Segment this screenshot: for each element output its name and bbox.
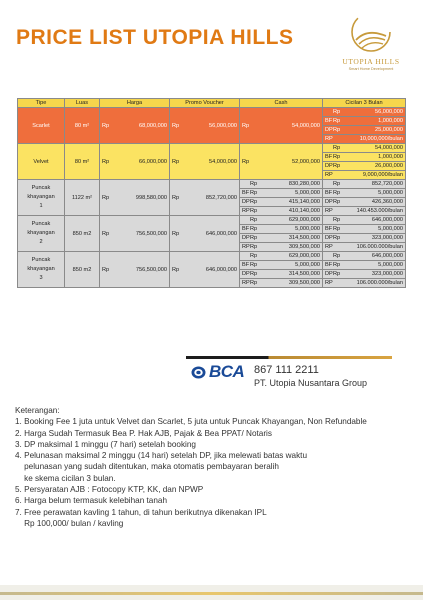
sub-entry xyxy=(325,279,403,287)
notes-section xyxy=(15,405,367,529)
cell-cash-sub xyxy=(240,207,323,216)
entry-label: BF xyxy=(325,226,333,232)
sub-entry xyxy=(325,135,403,143)
sub-entry xyxy=(325,189,403,197)
price-table xyxy=(17,98,406,288)
amount: 106.000.000/bulan xyxy=(356,280,403,286)
amount: 5,000,000 xyxy=(378,190,403,196)
cell-cicilan-sub xyxy=(323,135,406,144)
cell-cash-sub xyxy=(240,189,323,198)
cell-promo xyxy=(170,252,240,288)
note-line: 4. Pelunasan maksimal 2 minggu (14 hari) setelah DP, jika melewati batas waktu xyxy=(15,451,308,461)
table-row xyxy=(18,180,406,189)
entry-label: DP xyxy=(325,163,333,169)
table-row xyxy=(18,144,406,153)
cell-cash-sub xyxy=(240,270,323,279)
entry-label: DP xyxy=(325,271,333,277)
sub-entry xyxy=(325,153,403,161)
amount: 1,000,000 xyxy=(378,154,403,160)
currency-label: Rp xyxy=(250,271,258,277)
tipe-line: khayangan xyxy=(27,266,55,272)
currency-label: Rp xyxy=(242,158,250,165)
tipe-line: 2 xyxy=(39,239,43,245)
amount: 5,000,000 xyxy=(295,190,320,196)
currency-label: Rp xyxy=(333,145,341,151)
cell-cash xyxy=(240,144,323,180)
cell-cash-sub xyxy=(240,198,323,207)
cell-cicilan-sub xyxy=(323,117,406,126)
currency-label: Rp xyxy=(172,122,180,129)
cell-tipe xyxy=(18,144,65,180)
sub-entry xyxy=(325,261,403,269)
sub-entry xyxy=(242,279,320,287)
sub-entry xyxy=(325,162,403,170)
amount: 309,500,000 xyxy=(288,244,320,250)
currency-label: Rp xyxy=(102,230,110,237)
cell-cicilan-sub xyxy=(323,252,406,261)
amount: 56,000,000 xyxy=(375,109,403,115)
sub-entry xyxy=(325,270,403,278)
note-line: pelunasan yang sudah ditentukan, maka otomatis pembayaran beralih xyxy=(15,462,279,472)
sub-entry xyxy=(242,189,320,197)
entry-label: RP xyxy=(325,172,333,178)
cell-cicilan-sub xyxy=(323,279,406,288)
amount: 998,580,000 xyxy=(135,194,167,201)
logo-name: UTOPIA HILLS xyxy=(342,57,400,66)
cell-promo xyxy=(170,216,240,252)
amount: 314,500,000 xyxy=(288,271,320,277)
bca-emblem-icon xyxy=(191,366,206,379)
cell-cicilan-sub xyxy=(323,198,406,207)
sub-entry xyxy=(242,207,320,215)
cell-cicilan-sub xyxy=(323,180,406,189)
cell-cash-sub xyxy=(240,180,323,189)
cell-cash-sub xyxy=(240,225,323,234)
sub-entry xyxy=(325,171,403,179)
amount: 426,360,000 xyxy=(371,199,403,205)
note-line: 5. Persyaratan AJB : Fotocopy KTP, KK, dan NPWP xyxy=(15,485,204,495)
table-row xyxy=(18,108,406,117)
amount: 25,000,000 xyxy=(375,127,403,133)
cell-harga xyxy=(100,108,170,144)
tipe-line: 3 xyxy=(39,275,43,281)
currency-label: Rp xyxy=(250,208,258,214)
cell-cash-sub xyxy=(240,252,323,261)
amount: 9,000,000/bulan xyxy=(362,172,403,178)
note-line: 2. Harga Sudah Termasuk Bea P. Hak AJB, Pajak & Bea PPAT/ Notaris xyxy=(15,428,272,438)
entry-label: DP xyxy=(325,127,333,133)
footer-stripe xyxy=(0,592,423,595)
amount: 54,000,000 xyxy=(292,122,320,129)
account-holder: PT. Utopia Nusantara Group xyxy=(254,378,368,388)
sub-entry xyxy=(325,198,403,206)
currency-label: Rp xyxy=(250,253,258,259)
currency-label: Rp xyxy=(172,158,180,165)
amount: 852,720,000 xyxy=(371,181,403,187)
currency-label: Rp xyxy=(333,109,341,115)
sub-entry xyxy=(242,252,320,260)
cell-cicilan-sub xyxy=(323,171,406,180)
entry-label: DP xyxy=(325,235,333,241)
entry-label: BF xyxy=(242,226,250,232)
currency-label: Rp xyxy=(102,122,110,129)
logo-tagline: Smart Home Development xyxy=(348,67,394,71)
entry-label: RP xyxy=(325,136,333,142)
entry-label: DP xyxy=(242,271,250,277)
amount: 309,500,000 xyxy=(288,280,320,286)
currency-label: Rp xyxy=(333,154,341,160)
sub-entry xyxy=(242,261,320,269)
currency-label: Rp xyxy=(102,158,110,165)
currency-label: Rp xyxy=(333,199,341,205)
cell-cicilan-sub xyxy=(323,234,406,243)
tipe-label: Velvet xyxy=(33,158,49,165)
page-title: PRICE LIST UTOPIA HILLS xyxy=(16,26,294,49)
amount: 1,000,000 xyxy=(378,118,403,124)
cell-cicilan-sub xyxy=(323,144,406,153)
sub-entry xyxy=(242,243,320,251)
entry-label: RP xyxy=(242,208,250,214)
sub-entry xyxy=(242,270,320,278)
cell-promo xyxy=(170,108,240,144)
cell-luas: 80 m² xyxy=(65,144,100,180)
table-row xyxy=(18,216,406,225)
cell-harga xyxy=(100,216,170,252)
amount: 756,500,000 xyxy=(135,266,167,273)
note-line: 6. Harga belum termasuk kelebihan tanah xyxy=(15,496,168,506)
sub-entry xyxy=(325,207,403,215)
note-line: 3. DP maksimal 1 minggu (7 hari) setelah booking xyxy=(15,439,196,449)
entry-label: BF xyxy=(325,154,333,160)
header-harga: Harga xyxy=(100,99,170,108)
cell-cicilan-sub xyxy=(323,216,406,225)
amount: 314,500,000 xyxy=(288,235,320,241)
header-luas: Luas xyxy=(65,99,100,108)
cell-tipe xyxy=(18,180,65,216)
entry-label: BF xyxy=(325,118,333,124)
entry-label: RP xyxy=(242,280,250,286)
currency-label: Rp xyxy=(250,280,258,286)
cell-luas: 1122 m² xyxy=(65,180,100,216)
currency-label: Rp xyxy=(333,217,341,223)
amount: 646,000,000 xyxy=(205,266,237,273)
currency-label: Rp xyxy=(250,190,258,196)
cell-cash-sub xyxy=(240,261,323,270)
bank-name: BCA xyxy=(209,362,245,381)
cell-cicilan-sub xyxy=(323,108,406,117)
currency-label: Rp xyxy=(333,190,341,196)
header-tipe: Tipe xyxy=(18,99,65,108)
tipe-line: Puncak xyxy=(31,185,51,191)
amount: 646,000,000 xyxy=(371,217,403,223)
header-promo: Promo Voucher xyxy=(170,99,240,108)
brand-logo xyxy=(336,10,406,82)
entry-label: DP xyxy=(242,235,250,241)
cell-luas: 850 m2 xyxy=(65,216,100,252)
sub-entry xyxy=(325,243,403,251)
amount: 323,000,000 xyxy=(371,235,403,241)
amount: 5,000,000 xyxy=(378,226,403,232)
cell-tipe xyxy=(18,216,65,252)
cell-luas: 850 m2 xyxy=(65,252,100,288)
sub-entry xyxy=(325,108,403,116)
table-row xyxy=(18,252,406,261)
currency-label: Rp xyxy=(333,118,341,124)
amount: 54,000,000 xyxy=(209,158,237,165)
hills-logo-icon xyxy=(349,10,393,56)
currency-label: Rp xyxy=(333,163,341,169)
account-number: 867 111 2211 xyxy=(254,364,319,376)
entry-label: RP xyxy=(325,208,333,214)
cell-cicilan-sub xyxy=(323,270,406,279)
amount: 52,000,000 xyxy=(292,158,320,165)
sub-entry xyxy=(325,252,403,260)
amount: 68,000,000 xyxy=(139,122,167,129)
currency-label: Rp xyxy=(333,181,341,187)
currency-label: Rp xyxy=(250,199,258,205)
entry-label: DP xyxy=(325,199,333,205)
sub-entry xyxy=(325,117,403,125)
cell-cicilan-sub xyxy=(323,162,406,171)
entry-label: BF xyxy=(242,262,250,268)
amount: 140.453.000/bulan xyxy=(356,208,403,214)
amount: 830,280,000 xyxy=(288,181,320,187)
currency-label: Rp xyxy=(333,271,341,277)
header-cicilan: Cicilan 3 Bulan xyxy=(323,99,406,108)
entry-label: BF xyxy=(242,190,250,196)
cell-cicilan-sub xyxy=(323,153,406,162)
cell-luas: 80 m² xyxy=(65,108,100,144)
amount: 415,140,000 xyxy=(288,199,320,205)
notes-heading: Keterangan: xyxy=(15,406,60,415)
currency-label: Rp xyxy=(250,262,258,268)
currency-label: Rp xyxy=(333,235,341,241)
amount: 106.000.000/bulan xyxy=(356,244,403,250)
currency-label: Rp xyxy=(333,127,341,133)
amount: 5,000,000 xyxy=(295,262,320,268)
currency-label: Rp xyxy=(333,262,341,268)
currency-label: Rp xyxy=(242,122,250,129)
cell-promo xyxy=(170,180,240,216)
entry-label: BF xyxy=(325,262,333,268)
currency-label: Rp xyxy=(333,253,341,259)
cell-cicilan-sub xyxy=(323,261,406,270)
bank-logo xyxy=(191,362,244,382)
amount: 5,000,000 xyxy=(295,226,320,232)
cell-cash-sub xyxy=(240,216,323,225)
amount: 56,000,000 xyxy=(209,122,237,129)
tipe-line: khayangan xyxy=(27,230,55,236)
currency-label: Rp xyxy=(250,217,258,223)
cell-cicilan-sub xyxy=(323,189,406,198)
amount: 5,000,000 xyxy=(378,262,403,268)
entry-label: RP xyxy=(242,244,250,250)
amount: 10,000,000/bulan xyxy=(359,136,403,142)
amount: 26,000,000 xyxy=(375,163,403,169)
amount: 646,000,000 xyxy=(205,230,237,237)
cell-tipe xyxy=(18,108,65,144)
currency-label: Rp xyxy=(172,266,180,273)
cell-cicilan-sub xyxy=(323,207,406,216)
currency-label: Rp xyxy=(102,266,110,273)
entry-label: DP xyxy=(242,199,250,205)
cell-harga xyxy=(100,252,170,288)
bank-divider xyxy=(186,356,392,359)
sub-entry xyxy=(242,225,320,233)
sub-entry xyxy=(325,234,403,242)
amount: 410,140,000 xyxy=(288,208,320,214)
sub-entry xyxy=(242,216,320,224)
cell-cicilan-sub xyxy=(323,225,406,234)
currency-label: Rp xyxy=(172,194,180,201)
amount: 66,000,000 xyxy=(139,158,167,165)
note-line: 7. Free perawatan kavling 1 tahun, di tahun berikutnya dikenakan IPL xyxy=(15,507,267,517)
currency-label: Rp xyxy=(172,230,180,237)
tipe-line: khayangan xyxy=(27,194,55,200)
cell-cash-sub xyxy=(240,234,323,243)
sub-entry xyxy=(325,144,403,152)
tipe-line: Puncak xyxy=(31,221,51,227)
tipe-label: Scarlet xyxy=(32,122,50,129)
header-cash: Cash xyxy=(240,99,323,108)
sub-entry xyxy=(325,180,403,188)
sub-entry xyxy=(242,180,320,188)
tipe-line: Puncak xyxy=(31,257,51,263)
entry-label: BF xyxy=(325,190,333,196)
table-header-row xyxy=(18,99,406,108)
cell-tipe xyxy=(18,252,65,288)
sub-entry xyxy=(325,126,403,134)
tipe-line: 1 xyxy=(39,203,43,209)
cell-cash xyxy=(240,108,323,144)
cell-cicilan-sub xyxy=(323,243,406,252)
amount: 54,000,000 xyxy=(375,145,403,151)
cell-cash-sub xyxy=(240,279,323,288)
cell-harga xyxy=(100,180,170,216)
cell-cicilan-sub xyxy=(323,126,406,135)
cell-cash-sub xyxy=(240,243,323,252)
cell-promo xyxy=(170,144,240,180)
amount: 629,000,000 xyxy=(288,217,320,223)
note-line: Rp 100,000/ bulan / kavling xyxy=(15,518,124,528)
currency-label: Rp xyxy=(250,235,258,241)
sub-entry xyxy=(325,225,403,233)
currency-label: Rp xyxy=(333,226,341,232)
sub-entry xyxy=(242,234,320,242)
sub-entry xyxy=(242,198,320,206)
note-line: ke skema cicilan 3 bulan. xyxy=(15,473,116,483)
currency-label: Rp xyxy=(102,194,110,201)
note-line: 1. Booking Fee 1 juta untuk Velvet dan Scarlet, 5 juta untuk Puncak Khayangan, Non Refundable xyxy=(15,417,367,427)
currency-label: Rp xyxy=(250,226,258,232)
entry-label: RP xyxy=(325,280,333,286)
currency-label: Rp xyxy=(250,181,258,187)
amount: 756,500,000 xyxy=(135,230,167,237)
currency-label: Rp xyxy=(250,244,258,250)
sub-entry xyxy=(325,216,403,224)
amount: 629,000,000 xyxy=(288,253,320,259)
amount: 646,000,000 xyxy=(371,253,403,259)
amount: 323,000,000 xyxy=(371,271,403,277)
cell-harga xyxy=(100,144,170,180)
amount: 852,720,000 xyxy=(205,194,237,201)
entry-label: RP xyxy=(325,244,333,250)
